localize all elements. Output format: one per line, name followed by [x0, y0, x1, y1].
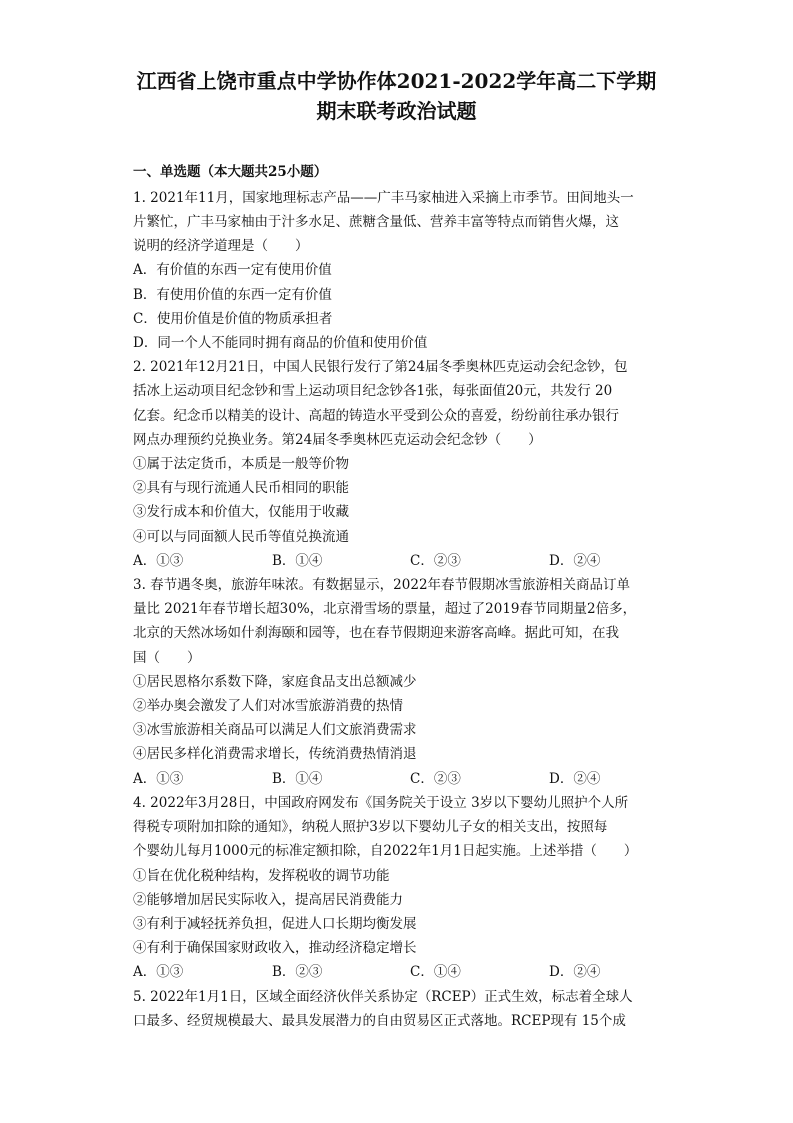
q5-stem-line: 5. 2022年1月1日，区域全面经济伙伴关系协定（RCEP）正式生效，标志着全球人: [133, 989, 633, 1005]
q3-item: ①居民恩格尔系数下降，家庭食品支出总额减少: [133, 674, 417, 690]
q4-choice-d: D．②④: [549, 964, 601, 980]
q4-item: ②能够增加居民实际收入，提高居民消费能力: [133, 892, 403, 908]
q4-choice-c: C．①④: [410, 964, 461, 980]
q3-choice-d: D．②④: [549, 771, 601, 787]
q3-stem-line: 北京的天然冰场如什刹海颐和园等，也在春节假期迎来游客高峰。据此可知，在我: [133, 625, 619, 641]
q4-stem-line: 得税专项附加扣除的通知》，纳税人照护3岁以下婴幼儿子女的相关支出，按照每: [133, 819, 608, 835]
q2-stem-line: 2. 2021年12月21日，中国人民银行发行了第24届冬季奥林匹克运动会纪念钞，包: [133, 359, 628, 375]
q4-choice-a: A．①③: [133, 964, 184, 980]
q3-stem-line: 量比 2021年春节增长超30%，北京滑雪场的票量，超过了2019春节同期量2倍多，: [133, 601, 637, 617]
q3-choice-a: A．①③: [133, 771, 184, 787]
q2-item: ④可以与同面额人民币等值兑换流通: [133, 529, 349, 545]
q2-choice-d: D．②④: [549, 553, 601, 569]
q3-stem-line: 3. 春节遇冬奥，旅游年味浓。有数据显示，2022年春节假期冰雪旅游相关商品订单: [133, 577, 631, 593]
q4-item: ①旨在优化税种结构，发挥税收的调节功能: [133, 868, 390, 884]
q1-stem-line: 片繁忙，广丰马家柚由于汁多水足、蔗糖含量低、营养丰富等特点而销售火爆，这: [133, 214, 619, 230]
q2-stem-line: 亿套。纪念币以精美的设计、高超的铸造水平受到公众的喜爱，纷纷前往承办银行: [133, 408, 619, 424]
q3-choice-c: C．②③: [410, 771, 461, 787]
q1-option-c: C．使用价值是价值的物质承担者: [133, 311, 333, 327]
q3-item: ④居民多样化消费需求增长，传统消费热情消退: [133, 746, 417, 762]
q5-stem-line: 口最多、经贸规模最大、最具发展潜力的自由贸易区正式落地。RCEP现有 15个成: [133, 1013, 626, 1029]
q3-item: ②举办奥会激发了人们对冰雪旅游消费的热情: [133, 698, 403, 714]
section-heading: 一、单选题（本大题共25小题）: [133, 164, 328, 180]
q2-choice-b: B．①④: [272, 553, 323, 569]
q1-option-a: A．有价值的东西一定有使用价值: [133, 262, 332, 278]
q2-item: ③发行成本和价值大，仅能用于收藏: [133, 504, 349, 520]
q3-choice-b: B．①④: [272, 771, 323, 787]
q4-item: ③有利于减轻抚养负担，促进人口长期均衡发展: [133, 916, 417, 932]
q3-stem-line: 国（ ）: [133, 650, 201, 666]
q4-item: ④有利于确保国家财政收入，推动经济稳定增长: [133, 940, 417, 956]
q1-stem-line: 1. 2021年11月，国家地理标志产品——广丰马家柚进入采摘上市季节。田间地头一: [133, 190, 634, 206]
q2-item: ②具有与现行流通人民币相同的职能: [133, 480, 349, 496]
q3-item: ③冰雪旅游相关商品可以满足人们文旅消费需求: [133, 722, 417, 738]
q2-stem-line: 括冰上运动项目纪念钞和雪上运动项目纪念钞各1张，每张面值20元，共发行 20: [133, 383, 613, 399]
q4-choice-b: B．②③: [272, 964, 323, 980]
q4-stem-line: 4. 2022年3月28日，中国政府网发布《国务院关于设立 3岁以下婴幼儿照护个人所: [133, 795, 629, 811]
doc-title-line2: 期末联考政治试题: [316, 99, 477, 123]
q1-option-d: D．同一个人不能同时拥有商品的价值和使用价值: [133, 335, 428, 351]
q2-choice-a: A．①③: [133, 553, 184, 569]
q1-stem-line: 说明的经济学道理是（ ）: [133, 238, 309, 254]
q1-option-b: B．有使用价值的东西一定有价值: [133, 287, 332, 303]
doc-title-line1: 江西省上饶市重点中学协作体2021-2022学年高二下学期: [136, 69, 657, 93]
q2-item: ①属于法定货币，本质是一般等价物: [133, 456, 349, 472]
q4-stem-line: 个婴幼儿每月1000元的标准定额扣除，自2022年1月1日起实施。上述举措（ ）: [133, 843, 638, 859]
q2-stem-line: 网点办理预约兑换业务。第24届冬季奥林匹克运动会纪念钞（ ）: [133, 432, 542, 448]
q2-choice-c: C．②③: [410, 553, 461, 569]
